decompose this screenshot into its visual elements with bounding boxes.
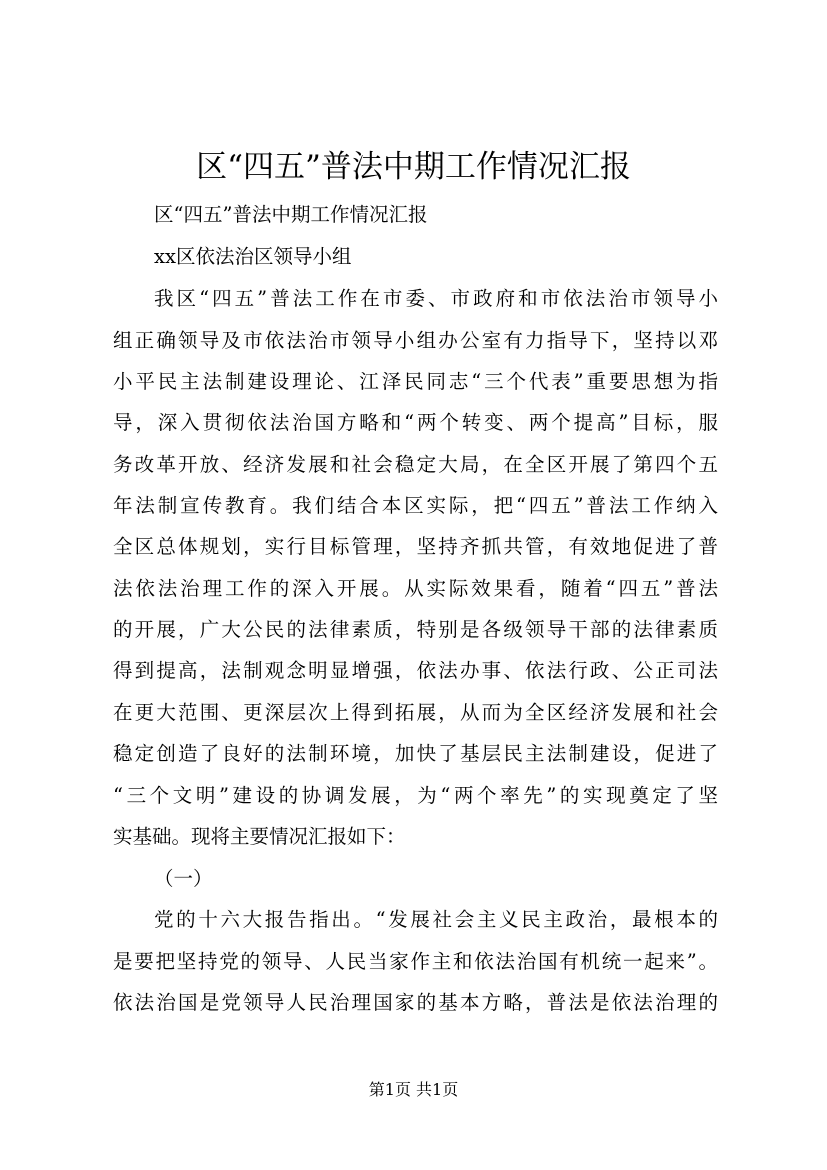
paragraph-line: “三个文明”建设的协调发展，为“两个率先”的实现奠定了坚 xyxy=(113,784,718,807)
section-heading: （一） xyxy=(154,867,213,890)
paragraph-line: 我区“四五”普法工作在市委、市政府和市依法治市领导小 xyxy=(154,287,718,310)
paragraph-line: 在更大范围、更深层次上得到拓展，从而为全区经济发展和社会 xyxy=(113,701,718,724)
document-subtitle: 区“四五”普法中期工作情况汇报 xyxy=(154,203,428,226)
paragraph-line: 稳定创造了良好的法制环境，加快了基层民主法制建设，促进了 xyxy=(113,742,718,765)
paragraph-line: 的开展，广大公民的法律素质，特别是各级领导干部的法律素质 xyxy=(113,618,718,641)
document-title: 区“四五”普法中期工作情况汇报 xyxy=(196,149,631,185)
paragraph-line: 得到提高，法制观念明显增强，依法办事、依法行政、公正司法 xyxy=(113,659,718,682)
paragraph-line: 实基础。现将主要情况汇报如下： xyxy=(113,825,406,848)
paragraph-line: 导，深入贯彻依法治国方略和“两个转变、两个提高”目标，服 xyxy=(113,411,718,434)
paragraph-line: 法依法治理工作的深入开展。从实际效果看，随着“四五”普法 xyxy=(113,577,718,600)
paragraph-line: 务改革开放、经济发展和社会稳定大局，在全区开展了第四个五 xyxy=(113,453,718,476)
paragraph-line: 年法制宣传教育。我们结合本区实际，把“四五”普法工作纳入 xyxy=(113,494,718,517)
document-author: xx区依法治区领导小组 xyxy=(154,245,352,268)
paragraph-line: 组正确领导及市依法治市领导小组办公室有力指导下，坚持以邓 xyxy=(113,329,718,352)
paragraph-line: 党的十六大报告指出。“发展社会主义民主政治，最根本的 xyxy=(154,908,718,931)
paragraph-line: 依法治国是党领导人民治理国家的基本方略，普法是依法治理的 xyxy=(113,991,718,1014)
paragraph-line: 是要把坚持党的领导、人民当家作主和依法治国有机统一起来”。 xyxy=(113,950,718,973)
paragraph-line: 全区总体规划，实行目标管理，坚持齐抓共管，有效地促进了普 xyxy=(113,535,718,558)
page-footer: 第1页 共1页 xyxy=(368,1080,459,1099)
paragraph-line: 小平民主法制建设理论、江泽民同志“三个代表”重要思想为指 xyxy=(113,370,718,393)
